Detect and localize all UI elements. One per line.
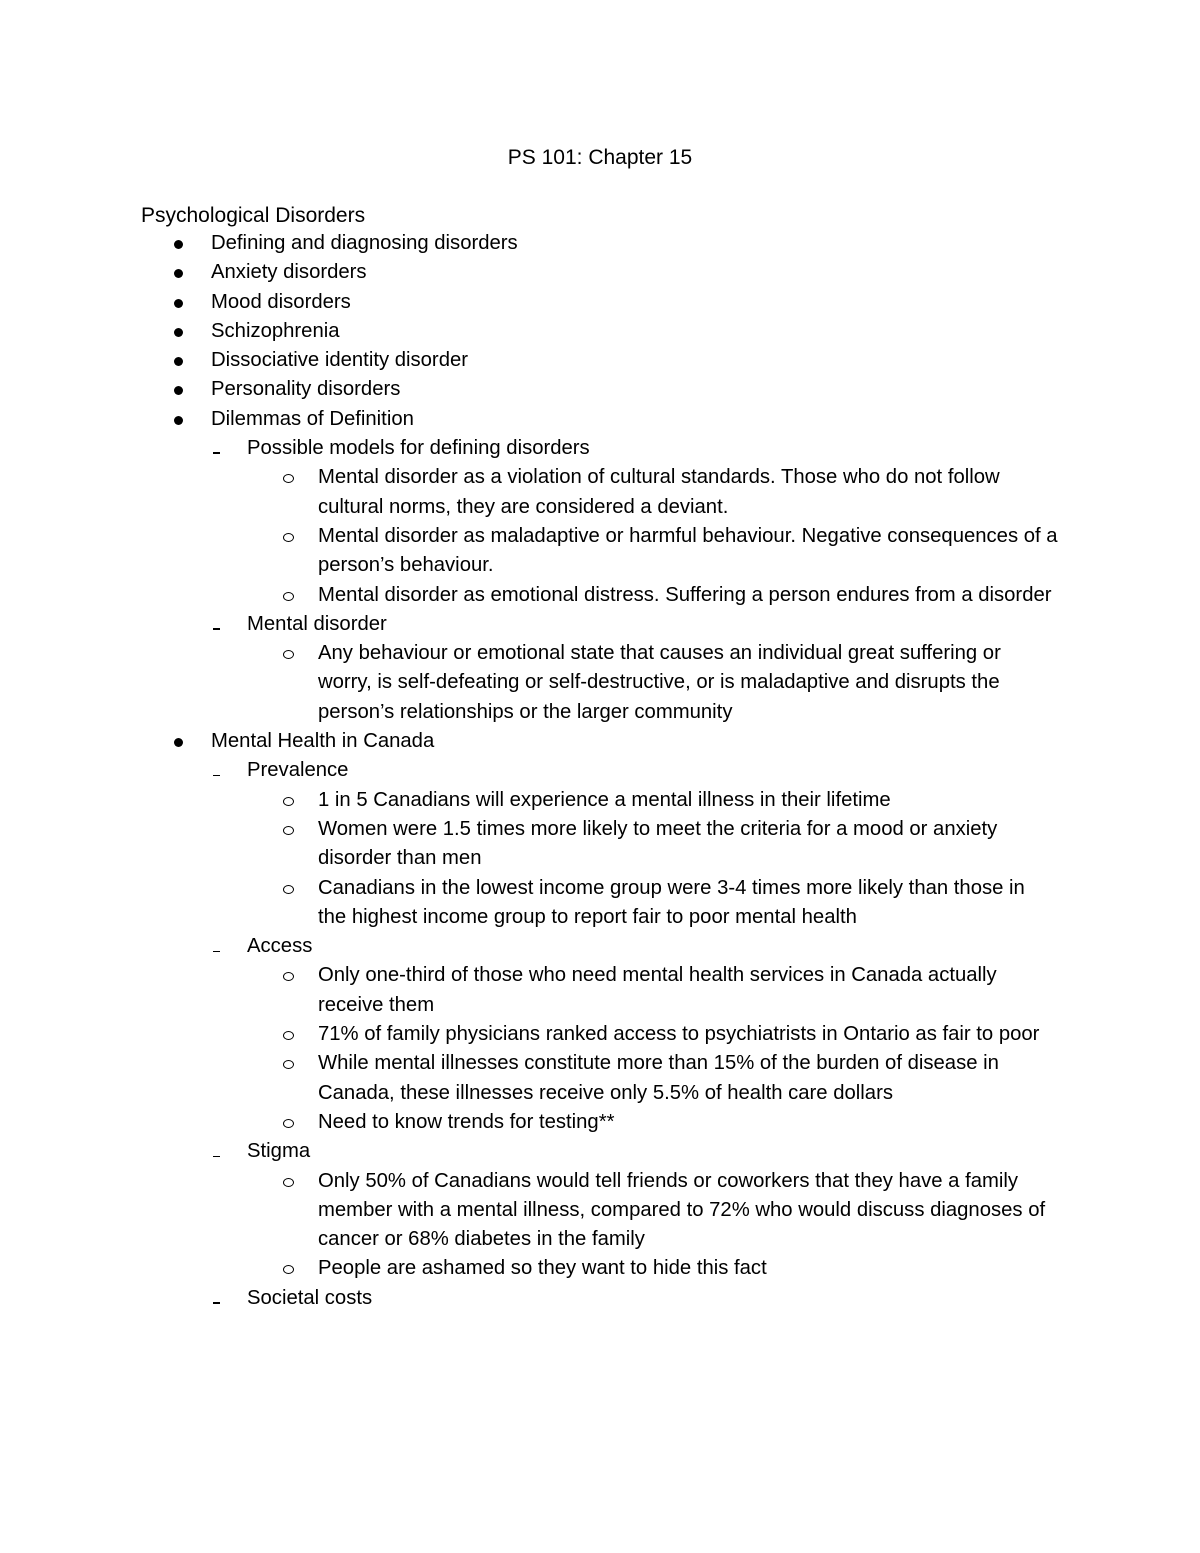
circle-bullet-icon <box>283 815 294 844</box>
circle-bullet-icon <box>283 463 294 492</box>
detail-item <box>0 581 1200 610</box>
sub-item-access <box>0 932 1200 961</box>
list-item-text: Defining and diagnosing disorders <box>211 232 518 254</box>
circle-bullet-icon <box>283 786 294 815</box>
detail-item-text: Canadians in the lowest income group were 3-4 times more likely than those in the highest income group to report fair to poor mental health <box>318 876 1025 928</box>
circle-bullet-icon <box>283 639 294 668</box>
list-item <box>0 346 1200 375</box>
detail-item-text: Need to know trends for testing** <box>318 1110 615 1133</box>
bullet-icon <box>174 229 183 258</box>
circle-bullet-icon <box>283 1049 294 1078</box>
detail-item-text: Any behaviour or emotional state that causes an individual great suffering or worry, is self-defeating or self-destructive, or is maladaptive and disrupts the person’s relationships or the larger community <box>318 642 1001 723</box>
sub-item-societal-costs <box>0 1284 1200 1313</box>
bullet-icon <box>174 258 183 287</box>
detail-item-text: Mental disorder as a violation of cultural standards. Those who do not follow cultural norms, they are considered a deviant. <box>318 466 1000 518</box>
bullet-icon <box>174 288 183 317</box>
dash-icon <box>213 434 220 463</box>
detail-item <box>0 1049 1200 1108</box>
list-item-text: Mental Health in Canada <box>211 730 435 753</box>
detail-item <box>0 961 1200 1020</box>
bullet-icon <box>174 375 183 404</box>
circle-bullet-icon <box>283 1020 294 1049</box>
list-item-text: Mood disorders <box>211 290 351 313</box>
document-title: PS 101: Chapter 15 <box>507 146 693 169</box>
detail-item-text: Mental disorder as maladaptive or harmful behaviour. Negative consequences of a person’s behaviour. <box>318 524 1058 577</box>
sub-item-text: Possible models for defining disorders <box>247 437 590 460</box>
dash-icon <box>213 756 220 785</box>
circle-bullet-icon <box>283 581 294 610</box>
sub-item-text: Access <box>247 935 313 958</box>
detail-item <box>0 815 1200 874</box>
list-item <box>0 317 1200 346</box>
circle-bullet-icon <box>283 522 294 551</box>
detail-item <box>0 786 1200 815</box>
bullet-icon <box>174 317 183 346</box>
list-item <box>0 288 1200 317</box>
list-item <box>0 375 1200 404</box>
list-item-text: Dilemmas of Definition <box>211 407 414 430</box>
detail-item-text: While mental illnesses constitute more than 15% of the burden of disease in Canada, these illnesses receive only 5.5% of health care dollars <box>318 1052 999 1104</box>
sub-item-models <box>0 434 1200 463</box>
bullet-icon <box>174 727 183 756</box>
circle-bullet-icon <box>283 1167 294 1196</box>
dash-icon <box>213 1284 220 1313</box>
list-item <box>0 258 1200 287</box>
bullet-icon <box>174 346 183 375</box>
detail-item <box>0 639 1200 727</box>
detail-item-text: Mental disorder as emotional distress. Suffering a person endures from a disorder <box>318 583 1052 606</box>
dash-icon <box>213 1137 220 1166</box>
sub-item-text: Stigma <box>247 1140 311 1163</box>
detail-item <box>0 1020 1200 1049</box>
list-item-text: Personality disorders <box>211 378 401 401</box>
list-item-dilemmas <box>0 405 1200 434</box>
list-item-text: Anxiety disorders <box>211 261 367 284</box>
sub-item-prevalence <box>0 756 1200 785</box>
sub-item-mental-disorder <box>0 610 1200 639</box>
detail-item-text: 71% of family physicians ranked access to psychiatrists in Ontario as fair to poor <box>318 1023 1040 1046</box>
detail-item <box>0 1108 1200 1137</box>
detail-item-text: Women were 1.5 times more likely to meet the criteria for a mood or anxiety disorder than men <box>318 817 998 870</box>
dash-icon <box>213 932 220 961</box>
detail-item <box>0 463 1200 522</box>
sub-item-stigma <box>0 1137 1200 1166</box>
sub-item-text: Prevalence <box>247 759 349 782</box>
list-item-text: Dissociative identity disorder <box>211 349 469 372</box>
sub-item-text: Mental disorder <box>247 612 387 635</box>
detail-item <box>0 874 1200 933</box>
circle-bullet-icon <box>283 961 294 990</box>
detail-item <box>0 1167 1200 1255</box>
list-item-text: Schizophrenia <box>211 319 340 342</box>
circle-bullet-icon <box>283 874 294 903</box>
bullet-icon <box>174 405 183 434</box>
detail-item-text: Only one-third of those who need mental health services in Canada actually receive them <box>318 964 997 1016</box>
sub-item-text: Societal costs <box>247 1286 373 1309</box>
detail-item <box>0 522 1200 581</box>
detail-item-text: 1 in 5 Canadians will experience a mental illness in their lifetime <box>318 788 891 811</box>
list-item-canada <box>0 727 1200 756</box>
detail-item-text: People are ashamed so they want to hide this fact <box>318 1257 767 1280</box>
dash-icon <box>213 610 220 639</box>
outline-list <box>0 229 1200 1313</box>
list-item <box>0 229 1200 258</box>
detail-item <box>0 1254 1200 1283</box>
section-heading: Psychological Disorders <box>141 204 366 227</box>
circle-bullet-icon <box>283 1108 294 1137</box>
detail-item-text: Only 50% of Canadians would tell friends or coworkers that they have a family member with a mental illness, compared to 72% who would discuss diagnoses of cancer or 68% diabetes in the family <box>318 1169 1046 1251</box>
circle-bullet-icon <box>283 1254 294 1283</box>
